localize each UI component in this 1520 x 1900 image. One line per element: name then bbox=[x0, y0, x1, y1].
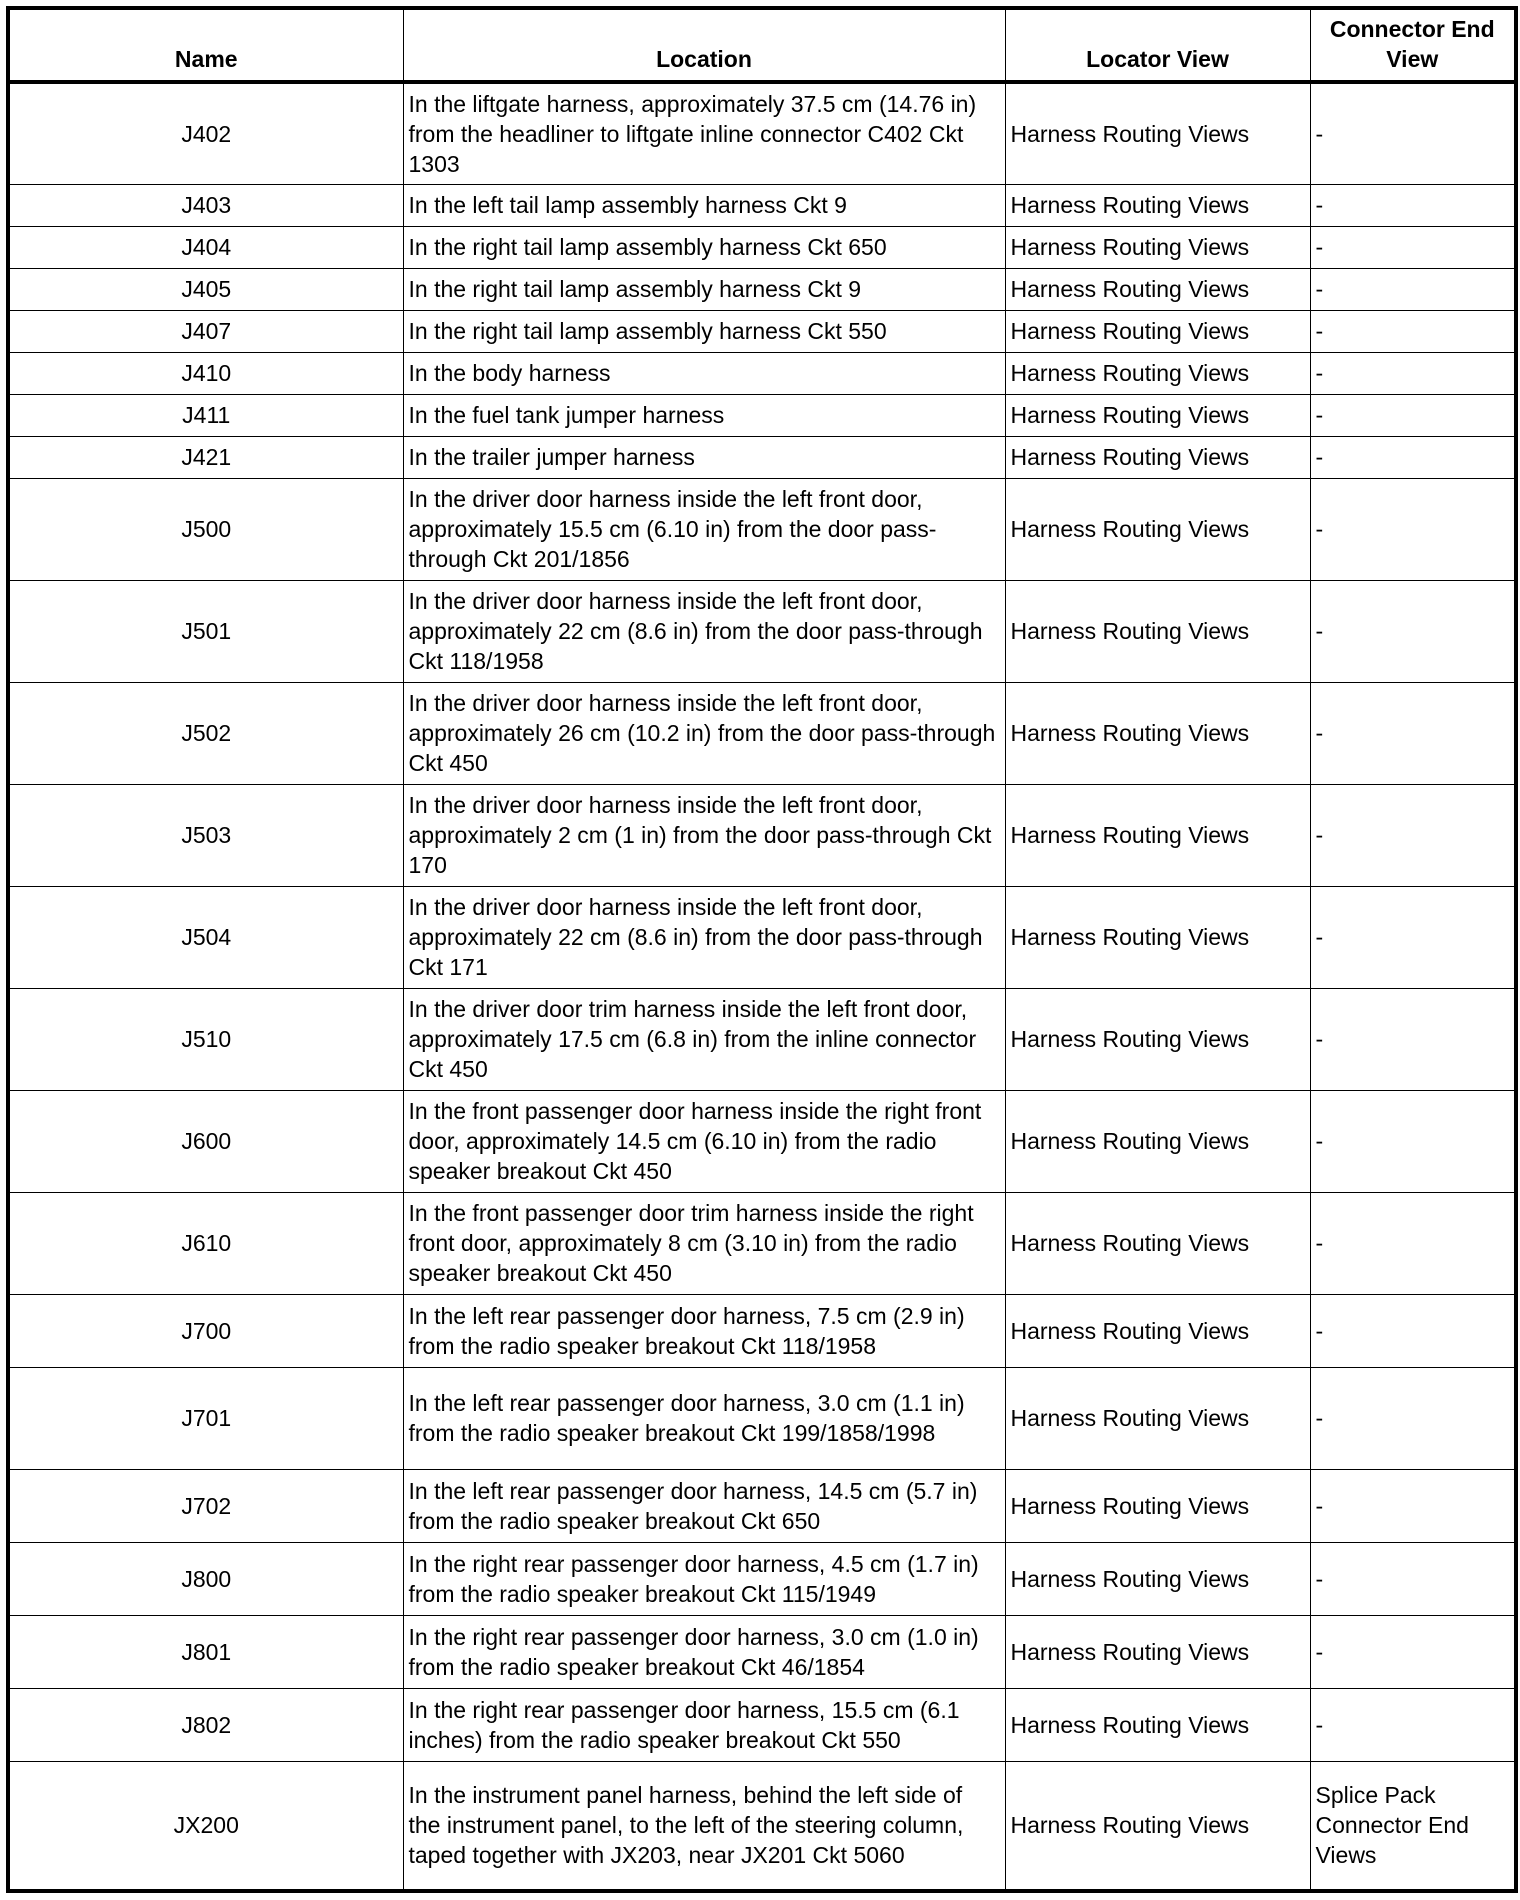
table-row bbox=[8, 394, 1516, 436]
cell-name: J802 bbox=[8, 1688, 403, 1761]
cell-locator-view[interactable]: Harness Routing Views bbox=[1005, 580, 1310, 682]
cell-connector-end-view: - bbox=[1310, 82, 1516, 184]
cell-name: J600 bbox=[8, 1090, 403, 1192]
cell-name: J411 bbox=[8, 394, 403, 436]
table-row bbox=[8, 1469, 1516, 1542]
cell-name: J801 bbox=[8, 1615, 403, 1688]
cell-connector-end-view: - bbox=[1310, 394, 1516, 436]
table-row bbox=[8, 82, 1516, 184]
table-row bbox=[8, 226, 1516, 268]
cell-locator-view[interactable]: Harness Routing Views bbox=[1005, 988, 1310, 1090]
cell-name: J610 bbox=[8, 1192, 403, 1294]
cell-connector-end-view: - bbox=[1310, 1469, 1516, 1542]
table-row bbox=[8, 1615, 1516, 1688]
cell-name: J410 bbox=[8, 352, 403, 394]
cell-location: In the body harness bbox=[403, 352, 1005, 394]
cell-locator-view[interactable]: Harness Routing Views bbox=[1005, 784, 1310, 886]
cell-connector-end-view: - bbox=[1310, 226, 1516, 268]
cell-locator-view[interactable]: Harness Routing Views bbox=[1005, 310, 1310, 352]
cell-connector-end-view: - bbox=[1310, 478, 1516, 580]
table-row bbox=[8, 988, 1516, 1090]
table-row bbox=[8, 1367, 1516, 1469]
header-name: Name bbox=[8, 8, 403, 82]
cell-location: In the left rear passenger door harness, 14.5 cm (5.7 in) from the radio speaker breakout Ckt 650 bbox=[403, 1469, 1005, 1542]
cell-name: J700 bbox=[8, 1294, 403, 1367]
cell-locator-view[interactable]: Harness Routing Views bbox=[1005, 352, 1310, 394]
cell-location: In the driver door harness inside the left front door, approximately 2 cm (1 in) from the door pass-through Ckt 170 bbox=[403, 784, 1005, 886]
cell-name: J405 bbox=[8, 268, 403, 310]
header-location: Location bbox=[403, 8, 1005, 82]
cell-connector-end-view: - bbox=[1310, 1542, 1516, 1615]
cell-location: In the left tail lamp assembly harness Ckt 9 bbox=[403, 184, 1005, 226]
cell-location: In the right tail lamp assembly harness Ckt 550 bbox=[403, 310, 1005, 352]
cell-connector-end-view: - bbox=[1310, 886, 1516, 988]
cell-connector-end-view[interactable]: Splice Pack Connector End Views bbox=[1310, 1761, 1516, 1891]
cell-location: In the front passenger door harness inside the right front door, approximately 14.5 cm (6.10 in) from the radio speaker breakout Ckt 450 bbox=[403, 1090, 1005, 1192]
cell-location: In the driver door harness inside the left front door, approximately 22 cm (8.6 in) from the door pass-through Ckt 118/1958 bbox=[403, 580, 1005, 682]
table-row bbox=[8, 478, 1516, 580]
cell-location: In the driver door harness inside the left front door, approximately 26 cm (10.2 in) from the door pass-through Ckt 450 bbox=[403, 682, 1005, 784]
cell-connector-end-view: - bbox=[1310, 268, 1516, 310]
table-row bbox=[8, 886, 1516, 988]
cell-location: In the driver door harness inside the left front door, approximately 15.5 cm (6.10 in) from the door pass-through Ckt 201/1856 bbox=[403, 478, 1005, 580]
cell-connector-end-view: - bbox=[1310, 1090, 1516, 1192]
cell-connector-end-view: - bbox=[1310, 682, 1516, 784]
cell-connector-end-view: - bbox=[1310, 184, 1516, 226]
cell-locator-view[interactable]: Harness Routing Views bbox=[1005, 1469, 1310, 1542]
cell-location: In the right tail lamp assembly harness Ckt 9 bbox=[403, 268, 1005, 310]
cell-locator-view[interactable]: Harness Routing Views bbox=[1005, 1542, 1310, 1615]
cell-location: In the driver door harness inside the left front door, approximately 22 cm (8.6 in) from the door pass-through Ckt 171 bbox=[403, 886, 1005, 988]
cell-location: In the trailer jumper harness bbox=[403, 436, 1005, 478]
cell-location: In the right rear passenger door harness, 15.5 cm (6.1 inches) from the radio speaker breakout Ckt 550 bbox=[403, 1688, 1005, 1761]
cell-name: J503 bbox=[8, 784, 403, 886]
cell-locator-view[interactable]: Harness Routing Views bbox=[1005, 1688, 1310, 1761]
cell-name: J403 bbox=[8, 184, 403, 226]
cell-locator-view[interactable]: Harness Routing Views bbox=[1005, 1761, 1310, 1891]
table-row bbox=[8, 184, 1516, 226]
cell-connector-end-view: - bbox=[1310, 436, 1516, 478]
cell-name: J702 bbox=[8, 1469, 403, 1542]
cell-location: In the instrument panel harness, behind the left side of the instrument panel, to the left of the steering column, taped together with JX203, near JX201 Ckt 5060 bbox=[403, 1761, 1005, 1891]
cell-connector-end-view: - bbox=[1310, 1192, 1516, 1294]
cell-connector-end-view: - bbox=[1310, 310, 1516, 352]
cell-locator-view[interactable]: Harness Routing Views bbox=[1005, 394, 1310, 436]
cell-connector-end-view: - bbox=[1310, 784, 1516, 886]
cell-name: J504 bbox=[8, 886, 403, 988]
cell-connector-end-view: - bbox=[1310, 352, 1516, 394]
cell-locator-view[interactable]: Harness Routing Views bbox=[1005, 436, 1310, 478]
cell-location: In the liftgate harness, approximately 37.5 cm (14.76 in) from the headliner to liftgate inline connector C402 Ckt 1303 bbox=[403, 82, 1005, 184]
cell-connector-end-view: - bbox=[1310, 1615, 1516, 1688]
cell-locator-view[interactable]: Harness Routing Views bbox=[1005, 82, 1310, 184]
cell-location: In the right tail lamp assembly harness Ckt 650 bbox=[403, 226, 1005, 268]
table-row bbox=[8, 310, 1516, 352]
cell-name: J402 bbox=[8, 82, 403, 184]
cell-locator-view[interactable]: Harness Routing Views bbox=[1005, 1294, 1310, 1367]
cell-location: In the right rear passenger door harness, 4.5 cm (1.7 in) from the radio speaker breakout Ckt 115/1949 bbox=[403, 1542, 1005, 1615]
cell-locator-view[interactable]: Harness Routing Views bbox=[1005, 1367, 1310, 1469]
cell-name: J502 bbox=[8, 682, 403, 784]
cell-connector-end-view: - bbox=[1310, 1367, 1516, 1469]
header-locator-view: Locator View bbox=[1005, 8, 1310, 82]
cell-name: J407 bbox=[8, 310, 403, 352]
cell-location: In the right rear passenger door harness, 3.0 cm (1.0 in) from the radio speaker breakout Ckt 46/1854 bbox=[403, 1615, 1005, 1688]
cell-locator-view[interactable]: Harness Routing Views bbox=[1005, 682, 1310, 784]
table-row bbox=[8, 1761, 1516, 1891]
cell-locator-view[interactable]: Harness Routing Views bbox=[1005, 268, 1310, 310]
cell-connector-end-view: - bbox=[1310, 988, 1516, 1090]
cell-name: J800 bbox=[8, 1542, 403, 1615]
table-row bbox=[8, 1688, 1516, 1761]
cell-name: J404 bbox=[8, 226, 403, 268]
cell-location: In the driver door trim harness inside the left front door, approximately 17.5 cm (6.8 in) from the inline connector Ckt 450 bbox=[403, 988, 1005, 1090]
cell-location: In the fuel tank jumper harness bbox=[403, 394, 1005, 436]
header-connector-end-view: Connector End View bbox=[1310, 8, 1516, 82]
splice-table bbox=[6, 6, 1518, 1893]
cell-connector-end-view: - bbox=[1310, 580, 1516, 682]
cell-name: JX200 bbox=[8, 1761, 403, 1891]
cell-name: J500 bbox=[8, 478, 403, 580]
table-row bbox=[8, 682, 1516, 784]
cell-locator-view[interactable]: Harness Routing Views bbox=[1005, 1090, 1310, 1192]
cell-name: J501 bbox=[8, 580, 403, 682]
cell-locator-view[interactable]: Harness Routing Views bbox=[1005, 478, 1310, 580]
table-row bbox=[8, 580, 1516, 682]
cell-location: In the front passenger door trim harness inside the right front door, approximately 8 cm (3.10 in) from the radio speaker breakout Ckt 450 bbox=[403, 1192, 1005, 1294]
cell-name: J510 bbox=[8, 988, 403, 1090]
cell-locator-view[interactable]: Harness Routing Views bbox=[1005, 886, 1310, 988]
table-row bbox=[8, 784, 1516, 886]
table-row bbox=[8, 1090, 1516, 1192]
table-row bbox=[8, 352, 1516, 394]
header-row bbox=[8, 8, 1516, 82]
cell-locator-view[interactable]: Harness Routing Views bbox=[1005, 184, 1310, 226]
cell-locator-view[interactable]: Harness Routing Views bbox=[1005, 1615, 1310, 1688]
cell-location: In the left rear passenger door harness, 7.5 cm (2.9 in) from the radio speaker breakout Ckt 118/1958 bbox=[403, 1294, 1005, 1367]
cell-locator-view[interactable]: Harness Routing Views bbox=[1005, 226, 1310, 268]
cell-locator-view[interactable]: Harness Routing Views bbox=[1005, 1192, 1310, 1294]
table-row bbox=[8, 1542, 1516, 1615]
table-row bbox=[8, 1294, 1516, 1367]
cell-connector-end-view: - bbox=[1310, 1294, 1516, 1367]
table-row bbox=[8, 1192, 1516, 1294]
table-row bbox=[8, 268, 1516, 310]
cell-connector-end-view: - bbox=[1310, 1688, 1516, 1761]
cell-name: J701 bbox=[8, 1367, 403, 1469]
cell-location: In the left rear passenger door harness, 3.0 cm (1.1 in) from the radio speaker breakout Ckt 199/1858/1998 bbox=[403, 1367, 1005, 1469]
table-row bbox=[8, 436, 1516, 478]
cell-name: J421 bbox=[8, 436, 403, 478]
